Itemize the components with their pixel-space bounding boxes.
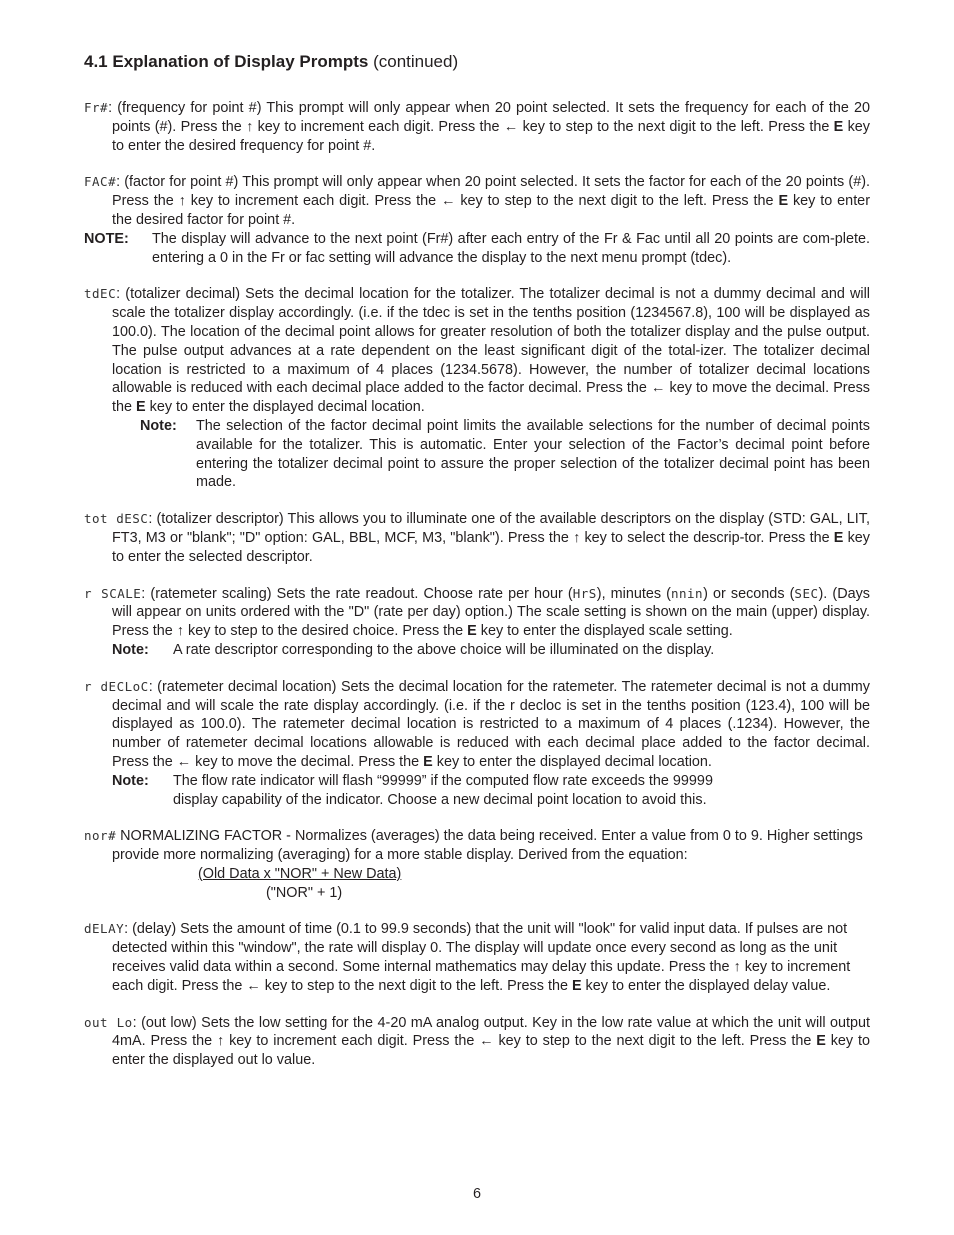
note-line-2: display capability of the indicator. Choose a new decimal point location to avoid this. <box>173 791 707 808</box>
note-text: The selection of the factor decimal point limits the available selections for the number of decimal points available for the totalizer. This is automatic. Enter your selection of the Factor’s decimal point before entering the totalizer decimal point to assure the proper selection of the totalizer decimal point has been made. <box>196 417 870 491</box>
text: key to enter the displayed decimal location. <box>145 399 425 416</box>
note-text: The display will advance to the next point (Fr#) after each entry of the Fr & Fac until all 20 points are com-plete. entering a 0 in the Fr or fac setting will advance the display to the next menu prompt (tdec). <box>152 230 870 266</box>
up-arrow-icon: ↑ <box>246 118 254 135</box>
prompt-fac <box>84 173 870 229</box>
heading-bold: 4.1 Explanation of Display Prompts <box>84 52 369 71</box>
text: : (factor for point #) This prompt will only appear when 20 point selected. It sets the factor for each of the 20 points (#). Press the <box>112 174 870 210</box>
text: key to enter the displayed scale setting. <box>476 623 733 640</box>
up-arrow-icon: ↑ <box>176 623 184 640</box>
text: key to increment each digit. Press the <box>185 193 442 210</box>
equation-denominator: ("NOR" + 1) <box>266 884 343 901</box>
lcd-code: nor# <box>84 828 117 844</box>
text: : (ratemeter scaling) Sets the rate readout. Choose rate per hour ( <box>141 585 573 602</box>
lcd-hours: HrS <box>572 585 597 601</box>
text: : (delay) Sets the amount of time (0.1 to 99.9 seconds) that the unit will "look" for valid input data. If pulses are not detected within this "window", the rate will display 0. The display will update once every second as long as the unit receives valid data within a second. Some internal mathematics may delay this update. Press the <box>112 921 848 976</box>
text: : (totalizer decimal) Sets the decimal location for the totalizer. The totalizer decimal is not a dummy decimal and will scale the totalizer display accordingly. (i.e. if the tdec is set in the tenths position (1234567.8), 100 will be displayed as 100.0). The location of the decimal point allows for greater resolution of both the totalizer display and the pulse output. The pulse output advances at a rate dependent on the least significant digit of the total-izer. The totalizer decimal location is restricted to a maximum of 4 places (1234.5678). However, the number of totalizer decimal locations allowable is reduced with each decimal place added to the factor decimal. Press the <box>112 286 870 397</box>
prompt-r-decloc <box>84 678 870 772</box>
prompt-fr <box>84 99 870 155</box>
text: key to enter the displayed out lo value. <box>112 1033 870 1069</box>
text: key to move the decimal. Press the <box>191 753 424 770</box>
note-label: Note: <box>112 641 149 658</box>
left-arrow-icon: ← <box>441 193 456 210</box>
text: : (frequency for point #) This prompt will only appear when 20 point selected. It sets the frequency for each of the 20 points (#). Press the <box>108 100 870 135</box>
note-label: NOTE: <box>84 230 129 247</box>
note-rate-descriptor <box>84 641 870 660</box>
equation-numerator: (Old Data x "NOR" + New Data) <box>198 865 402 882</box>
prompt-out-lo <box>84 1014 870 1070</box>
page-number: 6 <box>472 1186 481 1202</box>
note-flow-rate <box>84 772 870 810</box>
text: key to step to the next digit to the left. Press the <box>455 193 779 210</box>
lcd-code: FAC# <box>84 174 117 190</box>
prompt-tdec <box>84 285 870 417</box>
enter-key: E <box>778 193 789 210</box>
text: key to step to the desired choice. Press the <box>184 623 468 640</box>
left-arrow-icon: ← <box>246 977 261 994</box>
lcd-minutes: nnin <box>670 585 704 601</box>
text: key to enter the displayed delay value. <box>581 977 831 994</box>
lcd-code: r SCALE <box>84 585 142 601</box>
prompt-delay <box>84 920 870 995</box>
enter-key: E <box>136 399 146 416</box>
lcd-code: tot dESC <box>84 511 149 527</box>
text: key to step to the next digit to the left. Press the <box>518 118 834 135</box>
enter-key: E <box>571 977 582 994</box>
text: key to move the decimal. Press the <box>112 380 870 416</box>
note-points <box>84 230 870 268</box>
up-arrow-icon: ↑ <box>733 959 741 976</box>
text: key to step to the next digit to the left. Press the <box>493 1033 817 1050</box>
text: ), minutes ( <box>596 585 671 602</box>
text: key to enter the selected descriptor. <box>112 529 870 565</box>
text: key to increment each digit. Press the <box>112 959 851 994</box>
note-text: A rate descriptor corresponding to the above choice will be illuminated on the display. <box>173 641 715 658</box>
text: : (ratemeter decimal location) Sets the decimal location for the ratemeter. The ratemeter decimal is not a dummy decimal and will scale the rate display accordingly. (i.e. if the r decloc is set in the tenths position (123.4), 100 will be displayed as 100.0). The ratemeter decimal location is restricted to a maximum of 4 places (.1234). However, the number of ratemeter decimal locations allowable is reduced with each decimal place added to the factor decimal. Press the <box>112 678 870 770</box>
heading-continued: (continued) <box>373 52 459 71</box>
enter-key: E <box>833 118 844 135</box>
note-label: Note: <box>112 772 149 789</box>
text: ) or seconds ( <box>703 585 795 602</box>
enter-key: E <box>467 623 477 640</box>
left-arrow-icon: ← <box>651 380 666 397</box>
left-arrow-icon: ← <box>479 1033 494 1050</box>
text: key to enter the displayed decimal location. <box>432 753 712 770</box>
note-label: Note: <box>140 417 177 434</box>
text: NORMALIZING FACTOR - Normalizes (averages) the data being received. Enter a value from 0 to 9. Higher settings provide more normalizing (averaging) for a more stable display. Derived from the equation: <box>112 828 863 864</box>
lcd-seconds: SEC <box>794 585 819 601</box>
lcd-code: out Lo <box>84 1014 133 1030</box>
up-arrow-icon: ↑ <box>178 193 186 210</box>
left-arrow-icon: ← <box>503 118 519 135</box>
text: ). (Days will appear on units ordered with the "D" (rate per day) option.) The scale setting is shown on the main (upper) display. Press the <box>112 585 870 640</box>
enter-key: E <box>833 529 844 546</box>
text: key to increment each digit. Press the <box>253 118 504 135</box>
text: key to enter the desired factor for point #. <box>112 193 870 228</box>
text: : (out low) Sets the low setting for the 4-20 mA analog output. Key in the low rate value at which the unit will output 4mA. Press the <box>112 1014 870 1050</box>
text: key to select the descrip-tor. Press the <box>580 529 834 546</box>
up-arrow-icon: ↑ <box>573 529 581 546</box>
lcd-code: tdEC <box>84 286 117 302</box>
prompt-r-scale <box>84 585 870 641</box>
lcd-code: dELAY <box>84 921 125 937</box>
text: key to increment each digit. Press the <box>224 1033 480 1050</box>
enter-key: E <box>816 1033 826 1050</box>
text: key to step to the next digit to the left. Press the <box>260 977 572 994</box>
lcd-code: Fr# <box>84 100 109 115</box>
enter-key: E <box>423 753 433 770</box>
text: key to enter the desired frequency for point #. <box>112 118 870 154</box>
section-heading <box>84 50 870 74</box>
lcd-code: r dECLoC <box>84 678 149 694</box>
text: : (totalizer descriptor) This allows you to illuminate one of the available descriptors on the display (STD: GAL, LIT, FT3, M3 or "blank"; "D" option: GAL, BBL, MCF, M3, "blank"). Press the <box>112 511 870 546</box>
prompt-nor <box>84 827 870 865</box>
up-arrow-icon: ↑ <box>217 1033 225 1050</box>
left-arrow-icon: ← <box>176 753 192 770</box>
page-content <box>84 50 870 1088</box>
prompt-tot-desc <box>84 510 870 566</box>
note-factor-decimal <box>84 417 870 492</box>
note-line-1: The flow rate indicator will flash “99999” if the computed flow rate exceeds the 99999 <box>173 772 713 789</box>
